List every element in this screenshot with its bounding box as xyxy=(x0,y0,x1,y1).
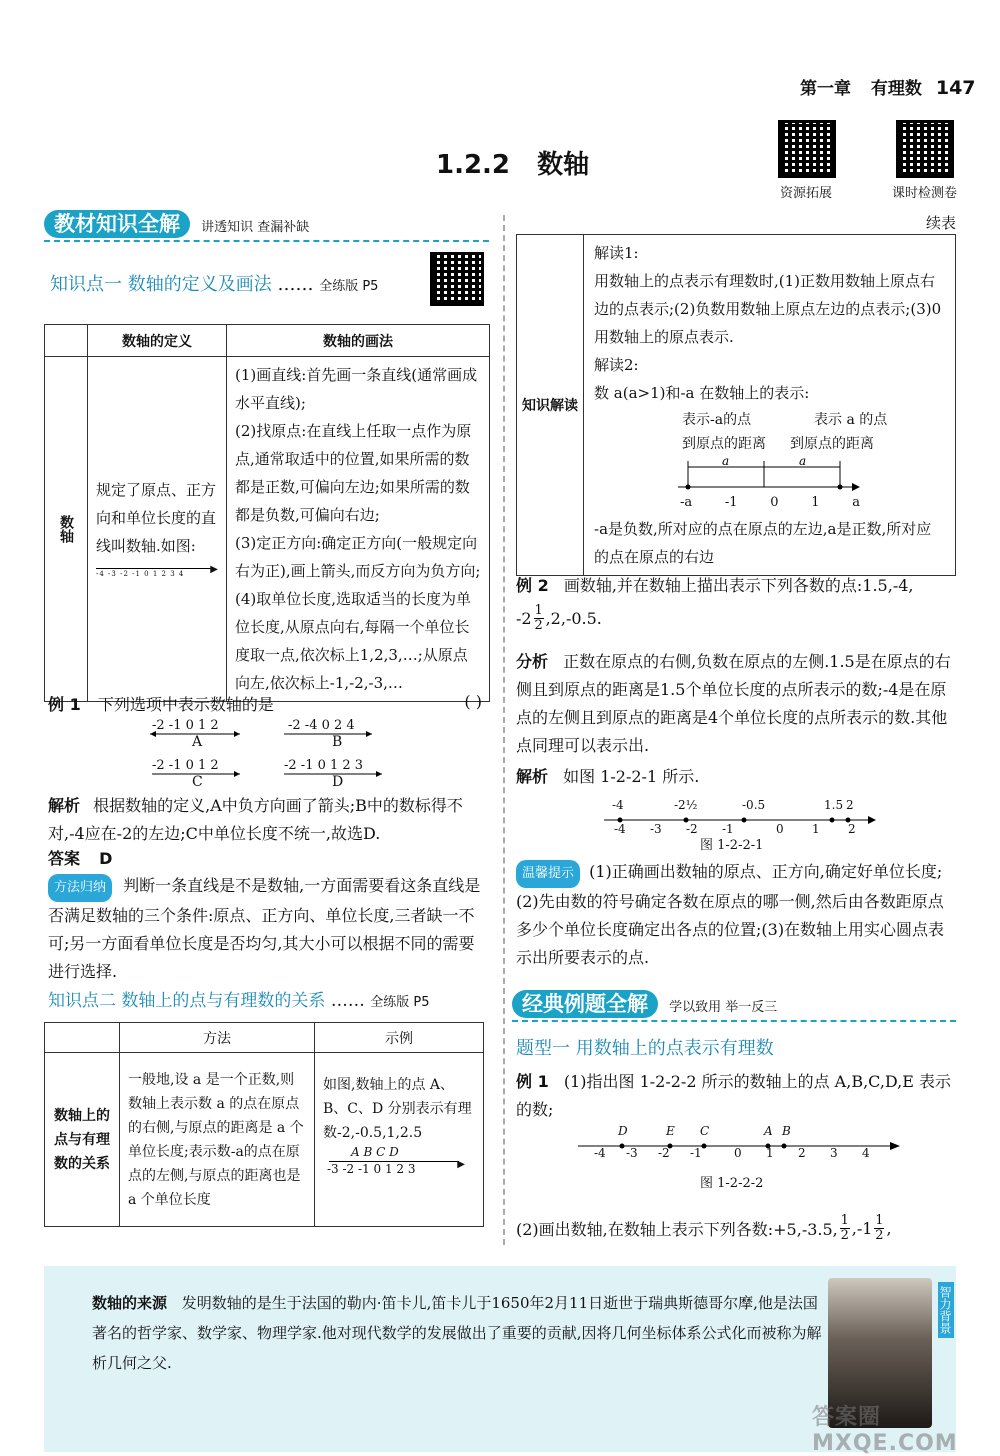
qr-code-resource[interactable] xyxy=(778,120,836,178)
example-1-right xyxy=(516,1068,956,1124)
leader-dots: …… xyxy=(330,991,365,1011)
option-a-labels: -2 -1 0 1 2 xyxy=(152,718,219,733)
analysis-text: 根据数轴的定义,A中负方向画了箭头;B中的数标得不对,-4应在-2的左边;C中单位长度不统一,故选D. xyxy=(48,796,463,843)
topic-label: 有理数 xyxy=(870,79,922,99)
method-tag: 方法归纳 xyxy=(48,874,112,902)
svg-text:a: a xyxy=(799,457,807,468)
solution-2 xyxy=(516,764,699,787)
interp-2-text: 数 a(a>1)和-a 在数轴上的表示: xyxy=(594,384,810,402)
leader-dots: …… xyxy=(277,274,314,295)
fig-caption-2: 图 1-2-2-2 xyxy=(700,1176,764,1191)
footer-text xyxy=(92,1288,822,1378)
interp-1-title: 解读1: xyxy=(594,244,639,262)
answer-label: 答案 xyxy=(48,849,81,868)
example-label: 例 1 xyxy=(48,695,81,714)
tip-tag: 温馨提示 xyxy=(516,860,580,888)
col-header-method2: 方法 xyxy=(120,1023,315,1053)
definition-text: 规定了原点、正方向和单位长度的直线叫数轴.如图: xyxy=(96,481,217,555)
example-1-part2: (2)画出数轴,在数轴上表示下列各数:+5,-3.5, 1 2 ,-1 1 2 , xyxy=(516,1213,892,1243)
table-interpretation xyxy=(516,234,956,576)
mini-axis xyxy=(96,564,218,582)
fig-top-labels: -4 -2½ -0.5 1.5 2 xyxy=(612,798,854,812)
analysis2-label: 分析 xyxy=(516,652,549,671)
qr-code-test[interactable] xyxy=(896,120,954,178)
example-question: 下列选项中表示数轴的是 xyxy=(97,695,274,714)
knowledge-1-title: 知识点一 数轴的定义及画法 xyxy=(50,274,272,295)
interp-figure xyxy=(594,407,945,515)
col-header-example: 示例 xyxy=(315,1023,484,1053)
continued-label: 续表 xyxy=(926,214,957,232)
method-text: (1)画直线:首先画一条直线(通常画成水平直线); (2)找原点:在直线上任取一点作为原点,通常取适中的位置,如果所需的数都是正数,可偏向左边;如果所需的数都是负数,可偏向右边; (3)定正方向:确定正方向(一般规定向右为正),画上箭头,而反方向为负方向; (4)取单位长度,选取适当的长度为单位长度,从原点向右,每隔一个单位长度取一点,依次标上1,2,3,…;从原点向左,依次标上-1,-2,-3,… xyxy=(227,357,490,702)
example2-label: 例 2 xyxy=(516,576,549,595)
option-b-labels: -2 -4 0 2 4 xyxy=(288,718,355,733)
example-1-left xyxy=(48,692,488,806)
fig2-point-labels: D E C A B xyxy=(618,1124,791,1138)
section-title xyxy=(436,144,589,181)
banner-examples xyxy=(512,990,956,1022)
example2-axis-labels: -3 -2 -1 0 1 2 3 xyxy=(327,1162,416,1176)
example-2-line2: -2 1 2 ,2,-0.5. xyxy=(516,603,602,633)
side-label: 智力背景 xyxy=(938,1282,954,1338)
method2-text: 一般地,设 a 是一个正数,则数轴上表示数 a 的点在原点的右侧,与原点的距离是 a 个单位长度;表示数-a的点在原点的左侧,与原点的距离也是 a 个单位长度 xyxy=(120,1053,315,1227)
section-name: 数轴 xyxy=(537,150,590,180)
answer-blank[interactable]: ( ) xyxy=(464,692,482,711)
svg-text:a: a xyxy=(722,457,730,468)
col-header-def: 数轴的定义 xyxy=(88,325,227,357)
fraction: 1 2 xyxy=(534,603,543,633)
banner-subtitle: 讲透知识 查漏补缺 xyxy=(201,220,310,235)
fig2-tick-labels: -4 -3 -2 -1 0 1 2 3 4 xyxy=(594,1146,870,1160)
interp-2-title: 解读2: xyxy=(594,356,639,374)
banner2-title: 经典例题全解 xyxy=(512,990,658,1018)
type-1-heading: 题型一 用数轴上的点表示有理数 xyxy=(516,1038,774,1059)
interp-2-conclusion: -a是负数,所对应的点在原点的左边,a是正数,所对应的点在原点的右边 xyxy=(594,520,932,566)
option-d-labels: -2 -1 0 1 2 3 xyxy=(284,758,364,773)
watermark: 答案圈 MXQE.COM xyxy=(812,1405,958,1456)
qr-label-resource: 资源拓展 xyxy=(780,186,833,201)
example-2 xyxy=(516,572,956,600)
example2-text: 如图,数轴上的点 A、B、C、D 分别表示有理数-2,-0.5,1,2.5 xyxy=(323,1077,472,1141)
method-summary-text: 判断一条直线是不是数轴,一方面需要看这条直线是否满足数轴的三个条件:原点、正方向、单位长度,三者缺一不可;另一方面看单位长度是否均匀,其大小可以根据不同的需要进行选择. xyxy=(48,876,481,981)
tip-text: (1)正确画出数轴的原点、正方向,确定好单位长度;(2)先由数的符号确定各数在原点的哪一侧,然后由各数距原点多少个单位长度确定出各点的位置;(3)在数轴上用实心圆点表示出所要表示的点. xyxy=(516,862,945,967)
fig-caption-1: 图 1-2-2-1 xyxy=(700,838,764,853)
option-c-letter: C xyxy=(192,774,203,790)
analysis-2 xyxy=(516,648,956,760)
qr-code-k1[interactable] xyxy=(430,252,484,306)
example2-points: A B C D xyxy=(351,1145,399,1159)
warm-tip xyxy=(516,858,956,972)
answer-value: D xyxy=(99,849,113,868)
ref-label[interactable]: 全练版 P5 xyxy=(319,279,379,294)
running-header xyxy=(800,74,976,99)
section-number: 1.2.2 xyxy=(436,150,511,180)
example-right-label: 例 1 xyxy=(516,1072,549,1091)
option-b-letter: B xyxy=(332,734,343,750)
solution2-text: 如图 1-2-2-1 所示. xyxy=(563,767,700,786)
banner-title: 教材知识全解 xyxy=(44,210,190,238)
ref-label[interactable]: 全练版 P5 xyxy=(370,995,430,1010)
option-d-letter: D xyxy=(332,774,344,790)
table-points-numbers xyxy=(44,1022,484,1227)
arrow-icon: ▶ xyxy=(210,564,218,575)
analysis-1 xyxy=(48,792,488,848)
col-header-method: 数轴的画法 xyxy=(227,325,490,357)
banner2-subtitle: 学以致用 举一反三 xyxy=(669,1000,778,1015)
arrow-icon: ▶ xyxy=(457,1159,465,1170)
answer-1 xyxy=(48,846,112,869)
row-label2: 数轴上的点与有理数的关系 xyxy=(45,1053,120,1227)
fraction: 1 2 xyxy=(840,1213,849,1243)
analysis-label: 解析 xyxy=(48,796,81,815)
interp-1-text: 用数轴上的点表示有理数时,(1)正数用数轴上原点右边的点表示;(2)负数用数轴上原点左边的点表示;(3)0用数轴上的原点表示. xyxy=(594,272,942,346)
fraction: 1 2 xyxy=(875,1213,884,1243)
footer-body: 发明数轴的是生于法国的勒内·笛卡儿,笛卡儿于1650年2月11日逝世于瑞典斯德哥尔摩,他是法国著名的哲学家、数学家、物理学家.他对现代数学的发展做出了重要的贡献,因将几何坐标体系公式化而被称为解析几何之父. xyxy=(92,1294,822,1372)
analysis2-text: 正数在原点的右侧,负数在原点的左侧.1.5是在原点的右侧且到原点的距离是1.5个单位长度的点所表示的数;-4是在原点的左侧且到原点的距离是4个单位长度的点所表示的数.其他点同理可以表示出. xyxy=(516,652,951,755)
fig-tick-labels: -4 -3 -2 -1 0 1 2 xyxy=(614,822,856,836)
table-axis-definition xyxy=(44,324,490,702)
page-number: 147 xyxy=(935,77,976,99)
chapter-label: 第一章 xyxy=(800,79,851,99)
knowledge-2-heading xyxy=(48,986,493,1011)
fig-label-dist1: 到原点的距离 xyxy=(682,436,766,452)
fig-label-neg: 表示-a的点 xyxy=(682,412,752,428)
mini-axis-labels: -4 -3 -2 -1 0 1 2 3 4 xyxy=(96,570,185,578)
method-summary xyxy=(48,872,488,986)
example2-question: 画数轴,并在数轴上描出表示下列各数的点:1.5,-4, xyxy=(563,576,914,595)
qr-label-test: 课时检测卷 xyxy=(892,186,958,201)
row-label: 数轴 xyxy=(45,357,88,702)
column-divider xyxy=(503,215,505,1245)
knowledge-1-heading xyxy=(50,270,430,296)
option-c-labels: -2 -1 0 1 2 xyxy=(152,758,219,773)
fig-label-pos: 表示 a 的点 xyxy=(814,412,888,428)
fig-label-dist2: 到原点的距离 xyxy=(790,436,874,452)
footer-title: 数轴的来源 xyxy=(92,1294,168,1312)
example-right-question: (1)指出图 1-2-2-2 所示的数轴上的点 A,B,C,D,E 表示的数; xyxy=(516,1072,952,1119)
interp-ticks: -a -1 0 1 a xyxy=(680,495,860,510)
option-a-letter: A xyxy=(192,734,203,750)
banner-textbook xyxy=(44,210,489,242)
knowledge-2-title: 知识点二 数轴上的点与有理数的关系 xyxy=(48,991,326,1011)
solution2-label: 解析 xyxy=(516,767,549,786)
row-label3: 知识解读 xyxy=(517,235,584,576)
